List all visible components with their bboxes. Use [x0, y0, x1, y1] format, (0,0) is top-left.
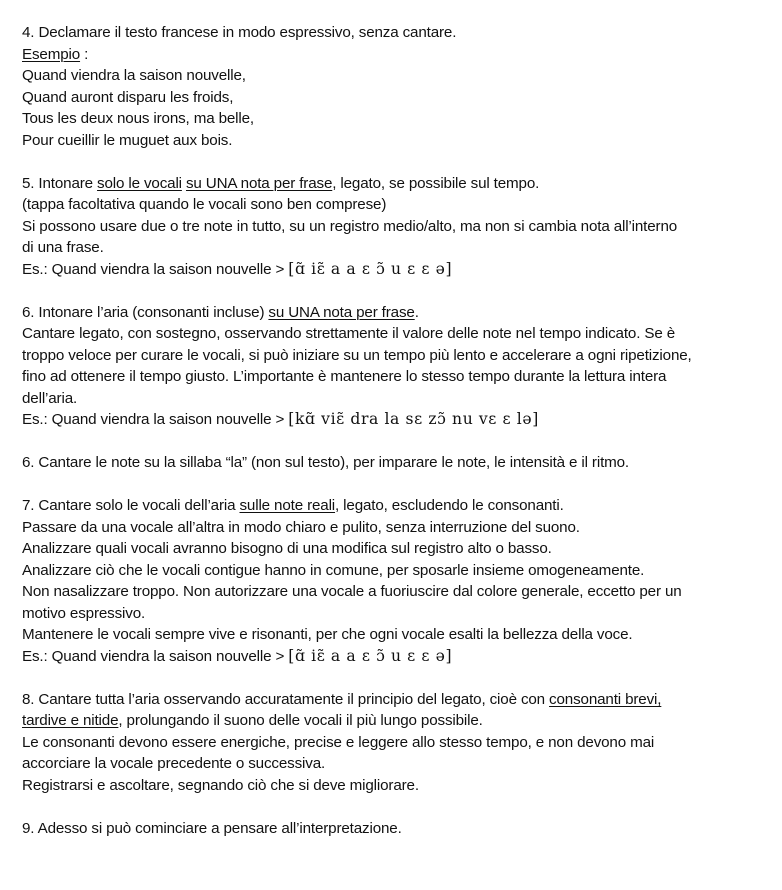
paragraph-line: accorciare la vocale precedente o successiva. — [22, 755, 326, 772]
step-4-heading: 4. Declamare il testo francese in modo espressivo, senza cantare. — [22, 24, 457, 41]
step-9-heading: 9. Adesso si può cominciare a pensare all’interpretazione. — [22, 819, 402, 837]
poem-line: Tous les deux nous irons, ma belle, — [22, 110, 254, 127]
paragraph-line: Analizzare ciò che le vocali contigue hanno in comune, per sposarle insieme omogeneamente. — [22, 561, 645, 579]
spacer — [22, 474, 772, 496]
spacer — [22, 796, 772, 818]
paragraph-line: Analizzare quali vocali avranno bisogno di una modifica sul registro alto o basso. — [22, 540, 552, 557]
paragraph-line: Mantenere le vocali sempre vive e risonanti, per che ogni vocale esalti la bellezza della voce. — [22, 626, 633, 643]
ipa-transcription: [ɑ̃ iɛ̃ a a ɛ ɔ̃ u ɛ ɛ ə] — [288, 646, 453, 665]
step-8-heading: 8. Cantare tutta l’aria osservando accuratamente il principio del legato, cioè con consonanti brevi, — [22, 690, 662, 708]
poem-line: Quand auront disparu les froids, — [22, 88, 234, 106]
example-label: Esempio : — [22, 45, 89, 63]
step-7-heading: 7. Cantare solo le vocali dell’aria sulle note reali, legato, escludendo le consonanti. — [22, 497, 564, 514]
paragraph-line: di una frase. — [22, 239, 104, 256]
paragraph-line: Passare da una vocale all’altra in modo chiaro e pulito, senza interruzione del suono. — [22, 518, 580, 536]
spacer — [22, 151, 772, 173]
step-6-heading: 6. Intonare l’aria (consonanti incluse) su UNA nota per frase. — [22, 303, 419, 321]
paragraph-line: Cantare legato, con sostegno, osservando strettamente il valore delle note nel tempo indicato. Se è — [22, 325, 676, 342]
ipa-transcription: [ɑ̃ iɛ̃ a a ɛ ɔ̃ u ɛ ɛ ə] — [288, 259, 453, 278]
paragraph-line: motivo espressivo. — [22, 604, 146, 622]
step-6b-heading: 6. Cantare le note su la sillaba “la” (non sul testo), per imparare le note, le intensità e il ritmo. — [22, 454, 630, 471]
step-4-emphasis: Declamare il testo francese — [38, 24, 219, 41]
paragraph-line: dell’aria. — [22, 389, 78, 407]
spacer — [22, 280, 772, 302]
paragraph-line: Non nasalizzare troppo. Non autorizzare una vocale a fuoriuscire dal colore generale, eccetto per un — [22, 583, 682, 600]
paragraph-line: Le consonanti devono essere energiche, precise e leggere allo stesso tempo, e non devono mai — [22, 733, 655, 751]
paragraph-line: troppo veloce per curare le vocali, si può iniziare su un tempo più lento e accelerare a ogni ripetizione, — [22, 346, 692, 364]
document-page — [22, 22, 772, 839]
example-line: Es.: Quand viendra la saison nouvelle > [ɑ̃ iɛ̃ a a ɛ ɔ̃ u ɛ ɛ ə] — [22, 259, 453, 278]
paragraph-line: fino ad ottenere il tempo giusto. L’importante è mantenere lo stesso tempo durante la lettura intera — [22, 368, 667, 385]
ipa-transcription: [kɑ̃ viɛ̃ dra la sɛ zɔ̃ nu vɛ ɛ lə] — [288, 410, 539, 428]
step-5-note: (tappa facoltativa quando le vocali sono ben comprese) — [22, 196, 387, 213]
paragraph-line: Registrarsi e ascoltare, segnando ciò che si deve migliorare. — [22, 776, 419, 794]
paragraph-line: Si possono usare due o tre note in tutto, su un registro medio/alto, ma non si cambia nota all’interno — [22, 217, 678, 235]
example-line: Es.: Quand viendra la saison nouvelle > [ɑ̃ iɛ̃ a a ɛ ɔ̃ u ɛ ɛ ə] — [22, 646, 453, 665]
paragraph-line: tardive e nitide, prolungando il suono delle vocali il più lungo possibile. — [22, 712, 483, 729]
example-line: Es.: Quand viendra la saison nouvelle > [kɑ̃ viɛ̃ dra la sɛ zɔ̃ nu vɛ ɛ lə] — [22, 410, 539, 428]
poem-line: Quand viendra la saison nouvelle, — [22, 67, 246, 84]
step-5-heading: 5. Intonare solo le vocali su UNA nota per frase, legato, se possibile sul tempo. — [22, 174, 540, 192]
poem-line: Pour cueillir le muguet aux bois. — [22, 131, 233, 149]
spacer — [22, 431, 772, 453]
spacer — [22, 667, 772, 689]
